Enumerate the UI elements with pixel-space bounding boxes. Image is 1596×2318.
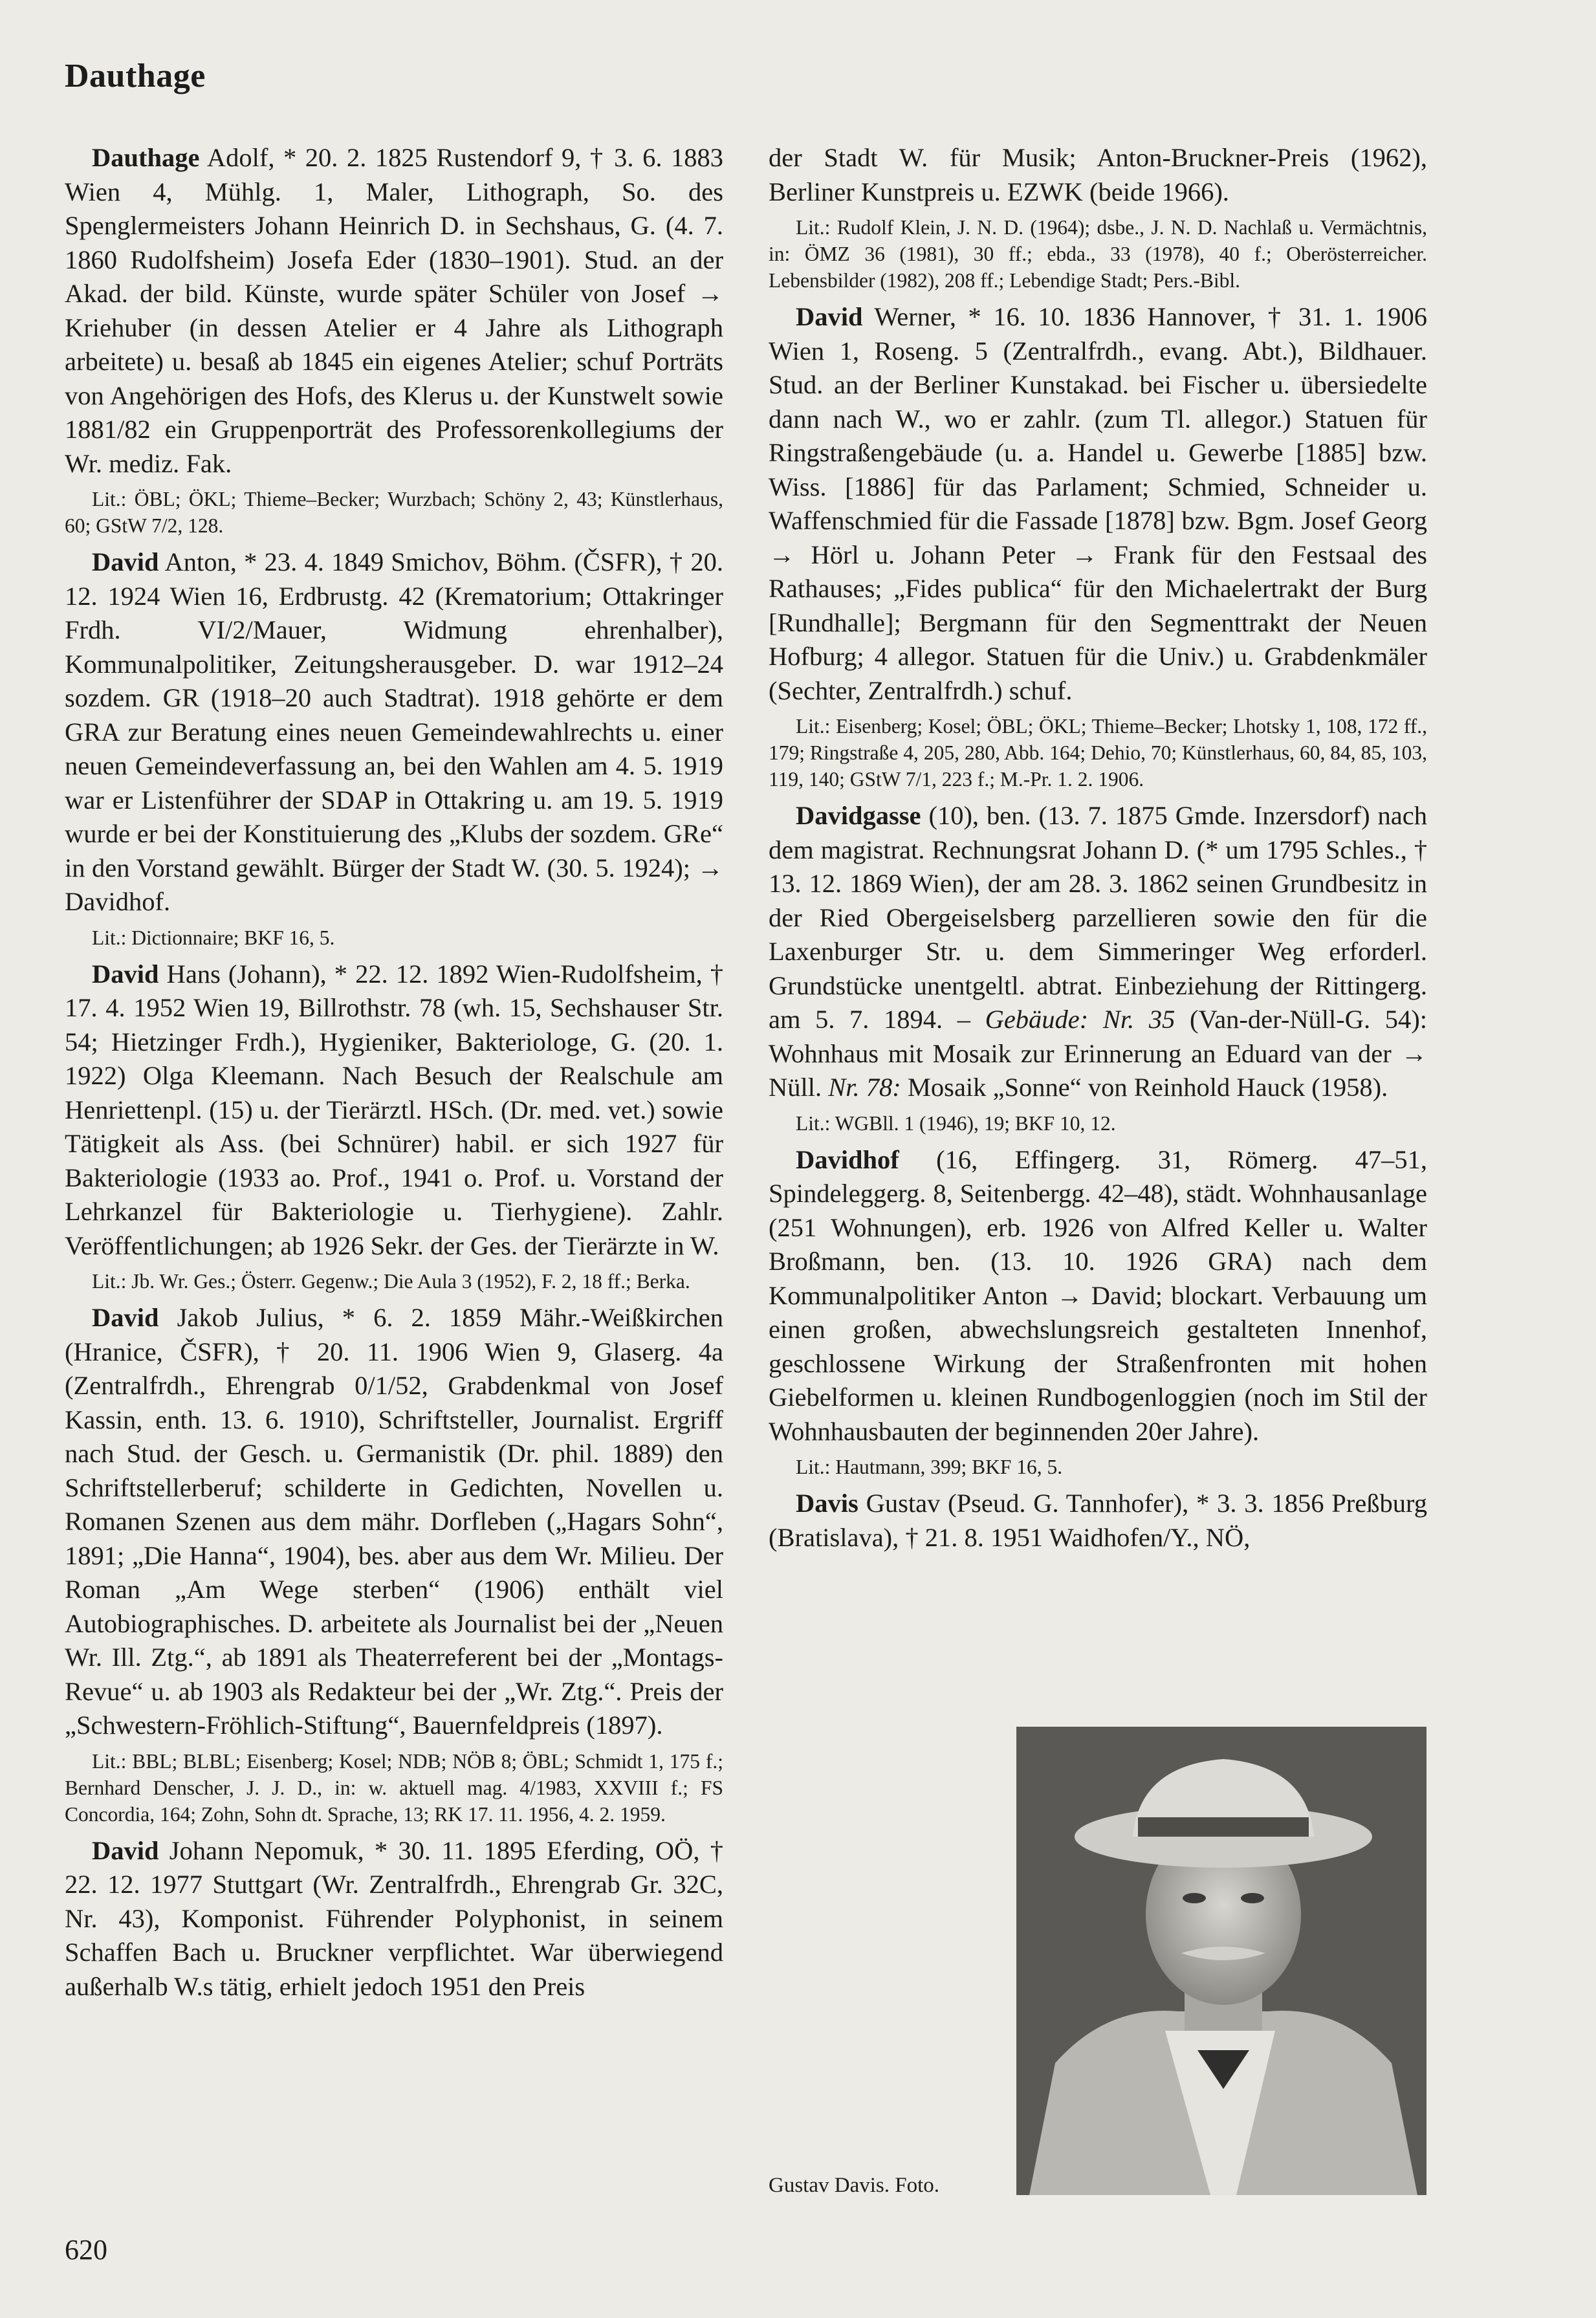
entry-literature: Lit.: WGBll. 1 (1946), 19; BKF 10, 12.	[796, 1111, 1116, 1135]
entry-david-werner	[769, 300, 1427, 793]
entry-literature: Lit.: Rudolf Klein, J. N. D. (1964); dsbe., J. N. D. Nachlaß u. Vermächtnis, in: ÖMZ 36 (1981), 30 ff.; ebda., 33 (1978), 40 f.; Oberösterreicher. Lebensbilder (1982), 208 ff.; Lebendige Stadt; Pers.-Bibl.	[769, 216, 1427, 292]
entry-text: Hans (Johann), * 22. 12. 1892 Wien-Rudolfsheim, † 17. 4. 1952 Wien 19, Billrothstr. 78 (wh. 15, Sechshauser Str. 54; Hietzinger Frdh.), Hygieniker, Bakteriologe, G. (20. 1. 1922) Olga Kleemann. Nach Besuch der Realschule am Henriettenpl. (15) u. der Tierärztl. HSch. (Dr. med. vet.) sowie Tätigkeit als Ass. (bei Schnürer) habil. er sich 1927 für Bakteriologie (1933 ao. Prof., 1941 o. Prof. u. Vorstand der Lehrkanzel für Bakteriologie u. Tierhygiene). Zahlr. Veröffentlichungen; ab 1926 Sekr. der Ges. der Tierärzte in W.	[65, 959, 724, 1260]
entry-head: David	[92, 1835, 159, 1865]
entry-literature: Lit.: Dictionnaire; BKF 16, 5.	[92, 926, 335, 949]
entry-head: Dauthage	[92, 143, 200, 172]
entry-david-johann-nepomuk	[65, 1834, 723, 2004]
entry-davis-gustav	[769, 1487, 1427, 1555]
left-column	[65, 141, 723, 2010]
entry-head: David	[796, 302, 863, 331]
entry-davidgasse	[769, 799, 1427, 1137]
entry-text: Gustav (Pseud. G. Tannhofer), * 3. 3. 1856 Preßburg (Bratislava), † 21. 8. 1951 Waidhofen/Y., NÖ,	[769, 1489, 1427, 1552]
entry-text: (16, Effingerg. 31, Römerg. 47–51, Spindeleggerg. 8, Seitenbergg. 42–48), städt. Wohnhausanlage (251 Wohnungen), erb. 1926 von Alfred Keller u. Walter Broßmann, ben. (13. 10. 1926 GRA) nach dem Kommunalpolitiker Anton → David; blockart. Verbauung um einen großen, abwechslungsreich gestalteten Innenhof, geschlossene Wirkung der Straßenfronten mit hohen Giebelformen u. kleinen Rundbogenloggien (noch im Stil der Wohnhausbauten der beginnenden 20er Jahre).	[769, 1144, 1428, 1446]
entry-literature: Lit.: Eisenberg; Kosel; ÖBL; ÖKL; Thieme–Becker; Lhotsky 1, 108, 172 ff., 179; Ringstraße 4, 205, 280, Abb. 164; Dehio, 70; Künstlerhaus, 60, 84, 85, 103, 119, 140; GStW 7/1, 223 f.; M.-Pr. 1. 2. 1906.	[769, 715, 1427, 791]
entry-dauthage-adolf	[65, 141, 723, 539]
entry-head: David	[92, 959, 159, 989]
entry-head: Davis	[796, 1489, 858, 1518]
entry-literature: Lit.: Jb. Wr. Ges.; Österr. Gegenw.; Die Aula 3 (1952), F. 2, 18 ff.; Berka.	[92, 1270, 690, 1293]
entry-head: Davidgasse	[796, 801, 921, 830]
entry-head: David	[92, 547, 159, 576]
entry-david-jakob-julius	[65, 1301, 723, 1828]
right-column	[769, 141, 1427, 1561]
entry-italic-text: Nr. 78:	[828, 1073, 901, 1102]
entry-text: (Van-der-Nüll-G. 54): Wohnhaus mit Mosaik zur Erinnerung an Eduard van der → Nüll.	[769, 1005, 1427, 1102]
entry-davidhof	[769, 1143, 1427, 1481]
entry-david-hans	[65, 957, 723, 1295]
continuation-text: der Stadt W. für Musik; Anton-Bruckner-Preis (1962), Berliner Kunstpreis u. EZWK (beide 1966).	[769, 143, 1427, 206]
entry-literature: Lit.: Hautmann, 399; BKF 16, 5.	[796, 1456, 1063, 1478]
entry-continuation	[769, 141, 1427, 294]
figure-caption: Gustav Davis. Foto.	[769, 2174, 939, 2197]
running-head: Dauthage	[65, 58, 206, 94]
entry-david-anton	[65, 545, 723, 951]
entry-head: David	[92, 1303, 159, 1332]
entry-text: Anton, * 23. 4. 1849 Smichov, Böhm. (ČSFR), † 20. 12. 1924 Wien 16, Erdbrustg. 42 (Krematorium; Ottakringer Frdh. VI/2/Mauer, Widmung ehrenhalber), Kommunalpolitiker, Zeitungsherausgeber. D. war 1912–24 sozdem. GR (1918–20 auch Stadtrat). 1918 gehörte er dem GRA zur Beratung eines neuen Gemeindewahlrechts u. einer neuen Gemeindeverfassung an, bei den Wahlen am 4. 5. 1919 war er Listenführer der SDAP in Ottakring u. am 19. 5. 1919 wurde er bei der Konstituierung des „Klubs der sozdem. GRe“ in den Vorstand gewählt. Bürger der Stadt W. (30. 5. 1924); → Davidhof.	[65, 547, 723, 916]
entry-text: Adolf, * 20. 2. 1825 Rustendorf 9, † 3. 6. 1883 Wien 4, Mühlg. 1, Maler, Lithograph, So. des Spenglermeisters Johann Heinrich D. in Sechshaus, G. (4. 7. 1860 Rudolfsheim) Josefa Eder (1830–1901). Stud. an der Akad. der bild. Künste, wurde später Schüler von Josef → Kriehuber (in dessen Atelier er 4 Jahre als Lithograph arbeitete) u. besaß ab 1845 ein eigenes Atelier; schuf Porträts von Angehörigen des Hofs, des Klerus u. der Kunstwelt sowie 1881/82 ein Gruppenporträt des Professorenkollegiums der Wr. mediz. Fak.	[65, 143, 724, 478]
entry-text: Mosaik „Sonne“ von Reinhold Hauck (1958).	[907, 1073, 1388, 1102]
page-number: 620	[65, 2234, 107, 2266]
entry-head: Davidhof	[796, 1144, 899, 1174]
entry-literature: Lit.: BBL; BLBL; Eisenberg; Kosel; NDB; NÖB 8; ÖBL; Schmidt 1, 175 f.; Bernhard Denscher, J. J. D., in: w. aktuell mag. 4/1983, XXVIII f.; FS Concordia, 164; Zohn, Sohn dt. Sprache, 13; RK 17. 11. 1956, 4. 2. 1959.	[65, 1749, 723, 1826]
entry-text: Johann Nepomuk, * 30. 11. 1895 Eferding, OÖ, † 22. 12. 1977 Stuttgart (Wr. Zentralfrdh., Ehrengrab Gr. 32C, Nr. 43), Komponist. Führender Polyphonist, in seinem Schaffen Bach u. Bruckner verpflichtet. War überwiegend außerhalb W.s tätig, erhielt jedoch 1951 den Preis	[65, 1835, 723, 2001]
portrait-photo	[1016, 1727, 1427, 2195]
portrait-drawing	[1016, 1727, 1427, 2195]
entry-text: (10), ben. (13. 7. 1875 Gmde. Inzersdorf) nach dem magistrat. Rechnungsrat Johann D. (* um 1795 Schles., † 13. 12. 1869 Wien), der am 28. 3. 1862 seinen Grundbesitz in der Ried Obergeiselsberg parzellieren sowie den für die Laxenburger Str. u. dem Simmeringer Weg erforderl. Grundstücke unentgeltl. abtrat. Einbeziehung der Rittingerg. am 5. 7. 1894. –	[769, 801, 1428, 1034]
entry-italic-text: Gebäude: Nr. 35	[985, 1005, 1175, 1034]
entry-text: Werner, * 16. 10. 1836 Hannover, † 31. 1. 1906 Wien 1, Roseng. 5 (Zentralfrdh., evang. Abt.), Bildhauer. Stud. an der Berliner Kunstakad. bei Fischer u. übersiedelte dann nach W., wo er zahlr. (zum Tl. allegor.) Statuen für Ringstraßengebäude (u. a. Handel u. Gewerbe [1885] bzw. Wiss. [1886] für das Parlament; Schmied, Schneider u. Waffenschmied für die Fassade [1878] bzw. Bgm. Josef Georg → Hörl u. Johann Peter → Frank für den Festsaal des Rathauses; „Fides publica“ für den Michaelertrakt der Burg [Rundhalle]; Bergmann für den Segmenttrakt der Neuen Hofburg; 4 allegor. Statuen für die Univ.) u. Grabdenkmäler (Sechter, Zentralfrdh.) schuf.	[769, 302, 1427, 705]
entry-text: Jakob Julius, * 6. 2. 1859 Mähr.-Weißkirchen (Hranice, ČSFR), † 20. 11. 1906 Wien 9, Glaserg. 4a (Zentralfrdh., Ehrengrab 0/1/52, Grabdenkmal von Josef Kassin, enth. 13. 6. 1910), Schriftsteller, Journalist. Ergriff nach Stud. der Gesch. u. Germanistik (Dr. phil. 1889) den Schriftstellerberuf; schilderte in Gedichten, Novellen u. Romanen Szenen aus dem mähr. Dorfleben („Hagars Sohn“, 1891; „Die Hanna“, 1904), bes. aber aus dem Wr. Milieu. Der Roman „Am Wege sterben“ (1906) enthält viel Autobiographisches. D. arbeitete als Journalist bei der „Neuen Wr. Ill. Ztg.“, ab 1891 als Theaterreferent bei der „Montags-Revue“ u. ab 1903 als Redakteur bei der „Wr. Ztg.“. Preis der „Schwestern-Fröhlich-Stiftung“, Bauernfeldpreis (1897).	[65, 1303, 723, 1740]
entry-literature: Lit.: ÖBL; ÖKL; Thieme–Becker; Wurzbach; Schöny 2, 43; Künstlerhaus, 60; GStW 7/2, 128.	[65, 488, 723, 537]
